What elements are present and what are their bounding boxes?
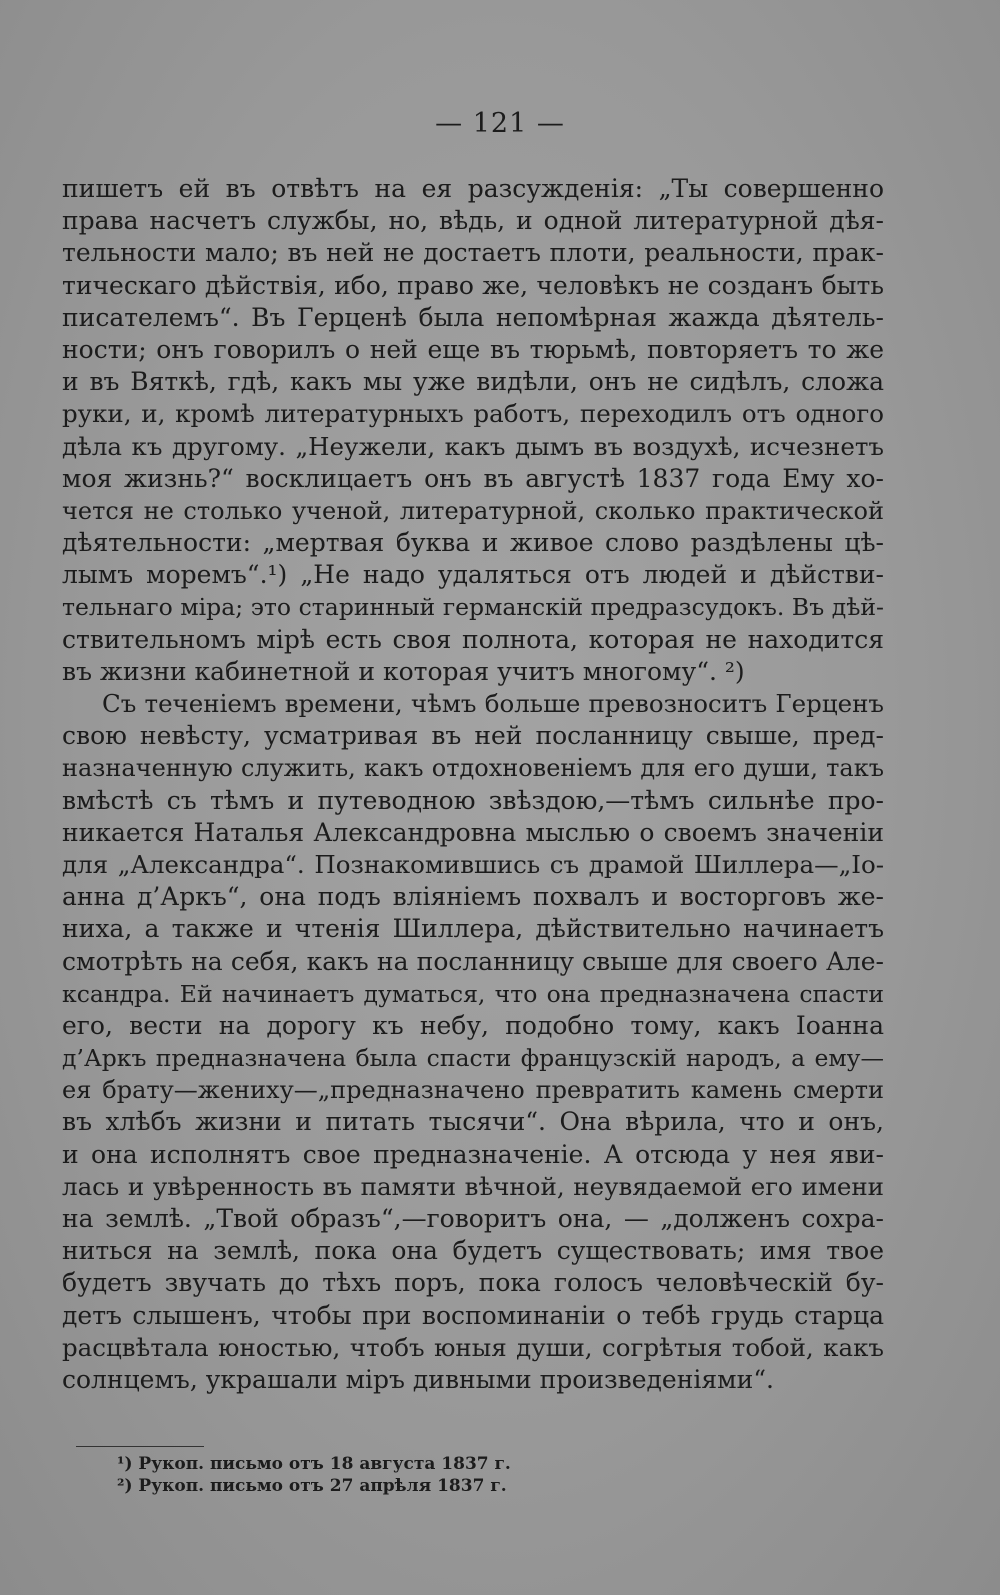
footnote-2: ²) Рукоп. письмо отъ 27 апрѣля 1837 г.: [117, 1476, 507, 1496]
footnote-1: ¹) Рукоп. письмо отъ 18 августа 1837 г.: [117, 1454, 511, 1474]
text-line: ея брату—жениху—„предназначено превратить камень смерти: [62, 1076, 884, 1105]
text-line: будетъ звучать до тѣхъ поръ, пока голосъ человѣческій бу-: [62, 1268, 884, 1298]
text-line: ности; онъ говорилъ о ней еще въ тюрьмѣ, повторяетъ то же: [62, 334, 884, 364]
text-line: д’Аркъ предназначена была спасти французскій народъ, а ему—: [62, 1044, 884, 1073]
text-line: ниха, а также и чтенія Шиллера, дѣйствительно начинаетъ: [62, 914, 884, 944]
text-line: дѣла къ другому. „Неужели, какъ дымъ въ воздухѣ, исчезнетъ: [62, 431, 884, 461]
text-line: анна д’Аркъ“, она подъ вліяніемъ похвалъ и восторговъ же-: [62, 882, 884, 912]
text-line: солнцемъ, украшали міръ дивными произведеніями“.: [62, 1364, 774, 1394]
text-line: ствительномъ мірѣ есть своя полнота, которая не находится: [62, 624, 884, 654]
text-line: въ хлѣбъ жизни и питать тысячи“. Она вѣрила, что и онъ,: [62, 1107, 884, 1137]
text-line: никается Наталья Александровна мыслью о своемъ значеніи: [62, 817, 884, 847]
text-line: тическаго дѣйствія, ибо, право же, человѣкъ не созданъ быть: [62, 270, 884, 300]
footnotes: [117, 1453, 511, 1497]
text-line: ксандра. Ей начинаетъ думаться, что она предназначена спасти: [62, 979, 884, 1008]
text-line: свою невѣсту, усматривая въ ней посланницу свыше, пред-: [62, 721, 884, 751]
text-line: тельнаго міра; это старинный германскій предразсудокъ. Въ дѣй-: [62, 593, 884, 622]
text-line: смотрѣть на себя, какъ на посланницу свыше для своего Але-: [62, 946, 884, 976]
text-line: руки, и, кромѣ литературныхъ работъ, переходилъ отъ одного: [62, 399, 884, 429]
text-line: въ жизни кабинетной и которая учитъ многому“. ²): [62, 656, 745, 686]
text-line: чется не столько ученой, литературной, сколько практической: [62, 496, 884, 525]
text-line: и она исполнятъ свое предназначеніе. А отсюда у нея яви-: [62, 1139, 884, 1169]
text-line: права насчетъ службы, но, вѣдь, и одной литературной дѣя-: [62, 206, 884, 236]
text-line: лымъ моремъ“.¹) „Не надо удаляться отъ людей и дѣйстви-: [62, 560, 884, 590]
text-line: тельности мало; въ ней не достаетъ плоти, реальности, прак-: [62, 238, 884, 268]
text-line: на землѣ. „Твой образъ“,—говоритъ она, — „долженъ сохра-: [62, 1204, 884, 1233]
text-line: для „Александра“. Познакомившись съ драмой Шиллера—„Іо-: [62, 849, 884, 879]
text-line: лась и увѣренность въ памяти вѣчной, неувядаемой его имени: [62, 1171, 884, 1201]
text-line: вмѣстѣ съ тѣмъ и путеводною звѣздою,—тѣмъ сильнѣе про-: [62, 785, 884, 815]
text-line: и въ Вяткѣ, гдѣ, какъ мы уже видѣли, онъ не сидѣлъ, сложа: [62, 367, 884, 397]
footnote-divider: [76, 1446, 204, 1447]
text-line: ниться на землѣ, пока она будетъ существовать; имя твое: [62, 1236, 884, 1266]
text-line: назначенную служить, какъ отдохновеніемъ для его души, такъ: [62, 754, 884, 783]
text-line: писателемъ“. Въ Герценѣ была непомѣрная жажда дѣятель-: [62, 302, 884, 332]
body-text: [62, 173, 884, 1396]
text-line: дѣятельности: „мертвая буква и живое слово раздѣлены цѣ-: [62, 528, 884, 558]
text-line: расцвѣтала юностью, чтобъ юныя души, согрѣтыя тобой, какъ: [62, 1332, 884, 1362]
text-line: его, вести на дорогу къ небу, подобно тому, какъ Іоанна: [62, 1010, 884, 1040]
text-line: детъ слышенъ, чтобы при воспоминаніи о тебѣ грудь старца: [62, 1300, 884, 1330]
text-line: Съ теченіемъ времени, чѣмъ больше превозноситъ Герценъ: [102, 689, 884, 718]
page-number: — 121 —: [435, 108, 565, 139]
text-line: пишетъ ей въ отвѣтъ на ея разсужденія: „Ты совершенно: [62, 174, 884, 203]
text-line: моя жизнь?“ восклицаетъ онъ въ августѣ 1837 года Ему хо-: [62, 463, 884, 493]
